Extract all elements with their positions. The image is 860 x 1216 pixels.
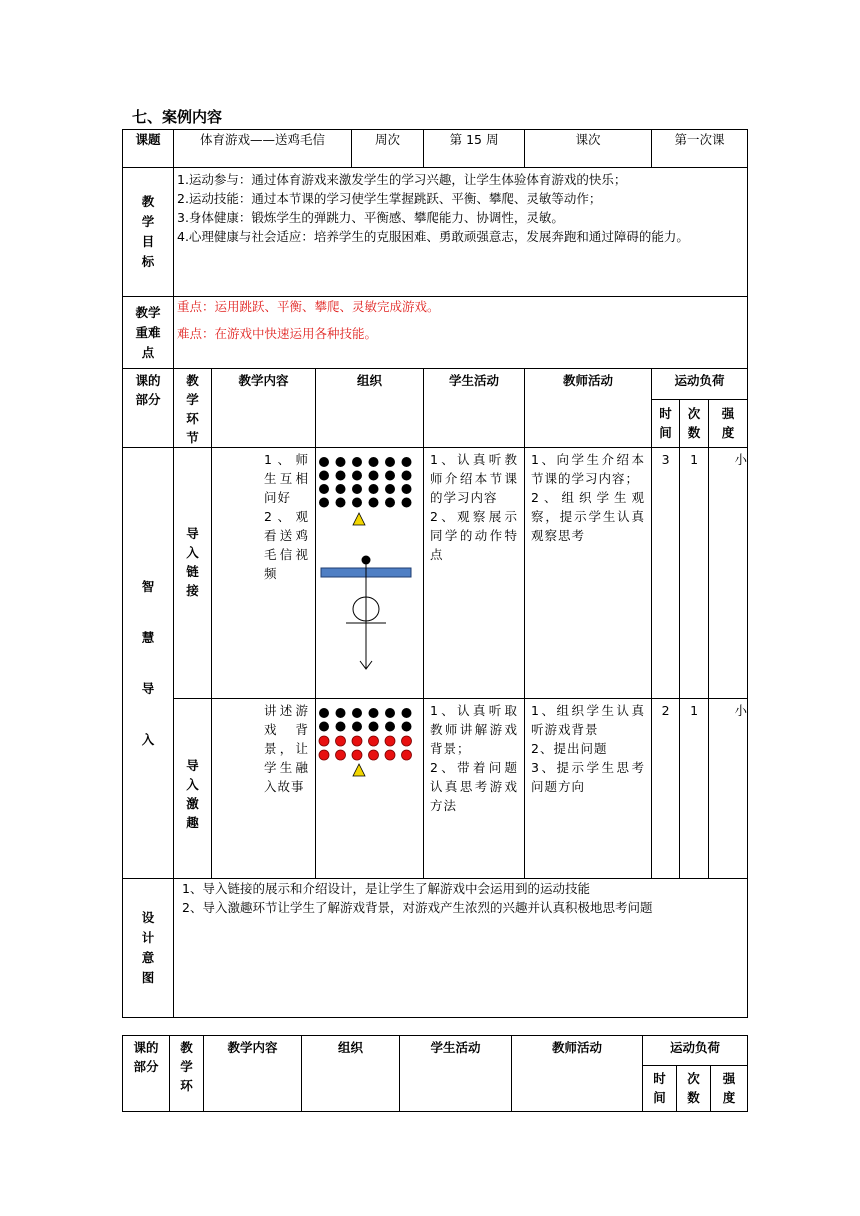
load-time: 2 — [652, 699, 680, 879]
formation-dot — [385, 484, 395, 494]
formation-dot — [336, 722, 346, 732]
topic-label: 课题 — [123, 130, 174, 168]
lesson-value: 第一次课 — [652, 130, 748, 168]
col-stage: 教 学 环 节 — [174, 369, 212, 448]
formation-dot — [385, 750, 395, 760]
col-teacher: 教师活动 — [525, 369, 652, 448]
formation-dot — [336, 484, 346, 494]
goals-text — [174, 168, 748, 297]
stage-name: 导 入 链 接 — [174, 448, 212, 699]
key-point: 重点：运用跳跃、平衡、攀爬、灵敏完成游戏。 — [177, 299, 440, 314]
formation-dot — [402, 457, 412, 467]
goal-item: 1.运动参与：通过体育游戏来激发学生的学习兴趣，让学生体验体育游戏的快乐； — [177, 172, 627, 187]
row-content: 讲述游戏背景，让学生融入故事 — [212, 699, 316, 879]
keypoints-text — [174, 297, 748, 369]
formation-dot — [369, 471, 379, 481]
formation-dot — [319, 722, 329, 732]
formation-dot — [369, 457, 379, 467]
formation-dot — [369, 708, 379, 718]
formation-dot — [402, 708, 412, 718]
formation-dot — [385, 457, 395, 467]
design-item: 2、导入激趣环节让学生了解游戏背景，对游戏产生浓烈的兴趣并认真积极地思考问题 — [182, 900, 653, 915]
formation-dot — [385, 498, 395, 508]
formation-dot — [319, 471, 329, 481]
organization-diagram — [316, 448, 424, 699]
student-activity: 1、认真听教师介绍本节课的学习内容 2、观察展示同学的动作特点 — [424, 448, 525, 699]
difficulty-point: 难点：在游戏中快速运用各种技能。 — [177, 326, 378, 341]
col-load: 运动负荷 — [652, 369, 748, 400]
col-organization: 组织 — [316, 369, 424, 448]
formation-dot — [369, 498, 379, 508]
col-part: 课的 部分 — [123, 1036, 170, 1112]
formation-dot — [402, 484, 412, 494]
teacher-activity: 1、向学生介绍本节课的学习内容； 2、组织学生观察，提示学生认真观察思考 — [525, 448, 652, 699]
col-student: 学生活动 — [400, 1036, 512, 1112]
formation-dot — [402, 498, 412, 508]
formation-dot — [385, 736, 395, 746]
formation-dot — [336, 750, 346, 760]
formation-dot — [336, 457, 346, 467]
row-content: 1、师生互相问好 2、观看送鸡毛信视频 — [212, 448, 316, 699]
formation-dot — [319, 736, 329, 746]
col-content: 教学内容 — [212, 369, 316, 448]
col-part: 课的 部分 — [123, 369, 174, 448]
formation-dot — [385, 471, 395, 481]
formation-dot — [352, 708, 362, 718]
continued-table-header — [122, 1035, 748, 1112]
formation-dot — [369, 750, 379, 760]
lesson-plan-table — [122, 129, 748, 1018]
design-item: 1、导入链接的展示和介绍设计，是让学生了解游戏中会运用到的运动技能 — [182, 881, 590, 896]
col-time: 时 间 — [643, 1066, 677, 1112]
load-time: 3 — [652, 448, 680, 699]
col-teacher: 教师活动 — [512, 1036, 643, 1112]
lesson-label: 课次 — [525, 130, 652, 168]
formation-dot — [402, 750, 412, 760]
formation-dot — [319, 750, 329, 760]
col-load: 运动负荷 — [643, 1036, 748, 1066]
week-value: 第 15 周 — [424, 130, 525, 168]
keypoints-label: 教学 重难 点 — [123, 297, 174, 369]
formation-dot — [352, 750, 362, 760]
formation-dot — [336, 736, 346, 746]
topic-value: 体育游戏——送鸡毛信 — [174, 130, 352, 168]
design-label: 设 计 意 图 — [123, 879, 174, 1018]
organization-diagram — [316, 699, 424, 879]
formation-dot — [352, 457, 362, 467]
formation-dot — [352, 722, 362, 732]
formation-dot — [336, 708, 346, 718]
red-dot-grid — [319, 736, 412, 760]
stage-name: 导 入 激 趣 — [174, 699, 212, 879]
formation-dot — [385, 722, 395, 732]
col-time: 时 间 — [652, 400, 680, 448]
part-name: 智 慧 导 入 — [123, 448, 174, 879]
load-count: 1 — [680, 699, 709, 879]
formation-dot — [336, 498, 346, 508]
formation-dot — [319, 457, 329, 467]
formation-dot — [352, 736, 362, 746]
black-dot-grid — [319, 457, 412, 508]
load-intensity: 小 — [709, 699, 748, 879]
formation-dot — [319, 498, 329, 508]
formation-diagram-1 — [316, 448, 428, 698]
col-intensity: 强 度 — [711, 1066, 748, 1112]
formation-dot — [385, 708, 395, 718]
goal-item: 2.运动技能：通过本节课的学习使学生掌握跳跃、平衡、攀爬、灵敏等动作； — [177, 191, 602, 206]
cone-marker — [353, 764, 365, 776]
goal-item: 4.心理健康与社会适应：培养学生的克服困难、勇敢顽强意志，发展奔跑和通过障碍的能力。 — [177, 229, 689, 244]
goal-item: 3.身体健康：锻炼学生的弹跳力、平衡感、攀爬能力、协调性，灵敏。 — [177, 210, 564, 225]
formation-dot — [402, 471, 412, 481]
formation-dot — [352, 498, 362, 508]
formation-dot — [352, 484, 362, 494]
week-label: 周次 — [352, 130, 424, 168]
col-student: 学生活动 — [424, 369, 525, 448]
formation-dot — [402, 722, 412, 732]
col-organization: 组织 — [302, 1036, 400, 1112]
col-count: 次 数 — [677, 1066, 711, 1112]
black-dot-grid — [319, 708, 412, 732]
load-count: 1 — [680, 448, 709, 699]
section-title: 七、案例内容 — [132, 108, 223, 126]
formation-dot — [319, 484, 329, 494]
formation-dot — [352, 471, 362, 481]
formation-dot — [369, 484, 379, 494]
formation-dot — [402, 736, 412, 746]
goals-label: 教 学 目 标 — [123, 168, 174, 297]
teacher-activity: 1、组织学生认真听游戏背景 2、提出问题 3、提示学生思考问题方向 — [525, 699, 652, 879]
col-content: 教学内容 — [204, 1036, 302, 1112]
player-dot — [362, 556, 371, 565]
design-text — [174, 879, 748, 1018]
col-stage: 教 学 环 — [170, 1036, 204, 1112]
cone-marker — [353, 513, 365, 525]
col-intensity: 强 度 — [709, 400, 748, 448]
formation-dot — [319, 708, 329, 718]
formation-dot — [369, 722, 379, 732]
formation-dot — [336, 471, 346, 481]
formation-diagram-2 — [316, 699, 428, 789]
load-intensity: 小 — [709, 448, 748, 699]
formation-dot — [369, 736, 379, 746]
student-activity: 1、认真听取教师讲解游戏背景； 2、带着问题认真思考游戏方法 — [424, 699, 525, 879]
col-count: 次 数 — [680, 400, 709, 448]
